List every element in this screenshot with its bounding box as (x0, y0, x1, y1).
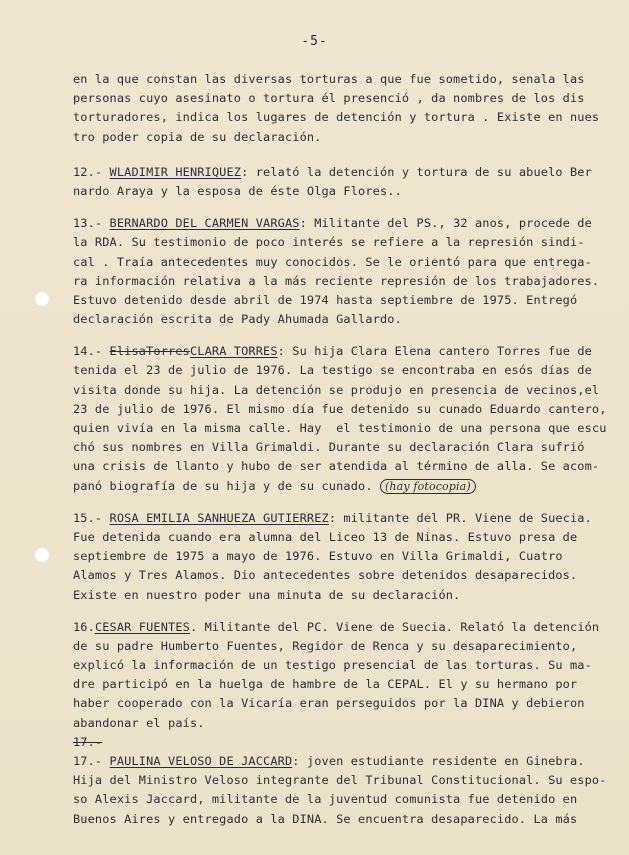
text-line: Alamos y Tres Alamos. Dio antecedentes sobre detenidos desaparecidos. (73, 568, 578, 583)
entry-name: BERNARDO DEL CARMEN VARGAS (109, 216, 300, 231)
handwritten-note: (hay fotocopia) (380, 479, 476, 494)
entry-number: 16. (73, 619, 95, 634)
text-line: de su padre Humberto Fuentes, Regidor de Renca y su desaparecimiento, (73, 638, 578, 653)
entry-17 (73, 752, 609, 829)
text-line: panó biografía de su hija y de su cunado. (73, 478, 373, 493)
entry-number: 17.- (73, 754, 110, 768)
text-line: Buenos Aires y entregado a la DINA. Se encuentra desaparecido. La más (73, 811, 578, 826)
page-number: -5- (301, 34, 328, 49)
entry-number: 15.- (73, 510, 110, 525)
text-line: visita donde su hija. La detención se produjo en presencia de vecinos,el (73, 382, 600, 397)
entry-text: . Militante del PC. Viene de Suecia. Relató la detención (189, 619, 600, 634)
entry-15 (73, 509, 609, 605)
text-line: la RDA. Su testimonio de poco interés se refiere a la represión sindi- (73, 235, 585, 250)
document-body (73, 70, 609, 829)
text-line: cal . Traía antecedentes muy conocidos. Se le orientó para que entrega- (73, 254, 592, 269)
text-line: Fue detenida cuando era alumna del Liceo 13 de Ninas. Estuvo presa de (73, 529, 578, 544)
entry-number: 14.- (73, 344, 110, 359)
text-line: ra información relativa a la más reciente represión de los trabajadores. (73, 273, 600, 288)
entry-text: : Su hija Clara Elena cantero Torres fue de (277, 344, 592, 359)
entry-name: ROSA EMILIA SANHUEZA GUTIERREZ (109, 510, 329, 525)
text-line: Estuvo detenido desde abril de 1974 hasta septiembre de 1975. Entregó (73, 292, 578, 307)
entry-number: 12.- (73, 164, 110, 179)
text-line: quien vivía en la misma calle. Hay el testimonio de una persona que escu (73, 421, 607, 435)
entry-text: : relató la detención y tortura de su abuelo Ber (241, 164, 592, 179)
text-line: torturadores, indica los lugares de detención y tortura . Existe en nues (73, 110, 600, 125)
entry-name: PAULINA VELOSO DE JACCARD (109, 754, 293, 768)
entry-13 (73, 214, 609, 329)
text-line: so Alexis Jaccard, militante de la juventud comunista fue detenido en (73, 792, 578, 807)
entry-12 (73, 163, 609, 201)
entry-14 (73, 342, 609, 496)
text-line: una crisis de llanto y hubo de ser atendida al término de alla. Se acom- (73, 459, 600, 474)
entry-number: 13.- (73, 216, 110, 231)
intro-paragraph (73, 70, 609, 147)
text-line: abandonar el país. (73, 715, 205, 730)
entry-16 (73, 618, 609, 752)
text-line: Existe en nuestro poder una minuta de su declaración. (73, 587, 461, 602)
text-line: personas cuyo asesinato o tortura él presenció , da nombres de los dis (73, 91, 585, 106)
text-line: explicó la información de un testigo presencial de las torturas. Su ma- (73, 658, 592, 673)
struck-text: 17.- (73, 734, 103, 749)
entry-name: WLADIMIR HENRIQUEZ (109, 164, 242, 179)
text-line: Hija del Ministro Veloso integrante del Tribunal Constitucional. Su espo- (73, 773, 607, 788)
text-line: nardo Araya y la esposa de éste Olga Flores.. (73, 183, 402, 198)
text-line: declaración escrita de Pady Ahumada Gallardo. (73, 312, 402, 327)
text-line: dre participó en la huelga de hambre de la CEPAL. El y su hermano por (73, 677, 578, 692)
entry-name: CLARA TORRES (189, 344, 278, 359)
entry-text: : joven estudiante residente en Ginebra. (292, 754, 585, 768)
text-line: tro poder copia de su declaración. (73, 129, 322, 144)
text-line: haber cooperado con la Vicaría eran perseguidos por la DINA y debieron (73, 696, 585, 711)
text-line: en la que constan las diversas torturas a que fue sometido, senala las (73, 72, 585, 86)
punch-hole (34, 291, 50, 307)
text-line: 23 de julio de 1976. El mismo día fue detenido su cunado Eduardo cantero, (73, 401, 607, 416)
entry-text: : militante del PR. Viene de Suecia. (328, 510, 592, 525)
entry-name: CESAR FUENTES (94, 619, 190, 634)
text-line: septiembre de 1975 a mayo de 1976. Estuvo en Villa Grimaldi, Cuatro (73, 549, 563, 564)
struck-text: ElisaTorres (109, 344, 190, 359)
text-line: chó sus nombres en Villa Grimaldi. Durante su declaración Clara sufrió (73, 440, 585, 455)
punch-hole (34, 547, 50, 563)
entry-text: : Militante del PS., 32 anos, procede de (299, 216, 592, 231)
text-line: tenida el 23 de julio de 1976. La testigo se encontraba en esós días de (73, 363, 592, 378)
